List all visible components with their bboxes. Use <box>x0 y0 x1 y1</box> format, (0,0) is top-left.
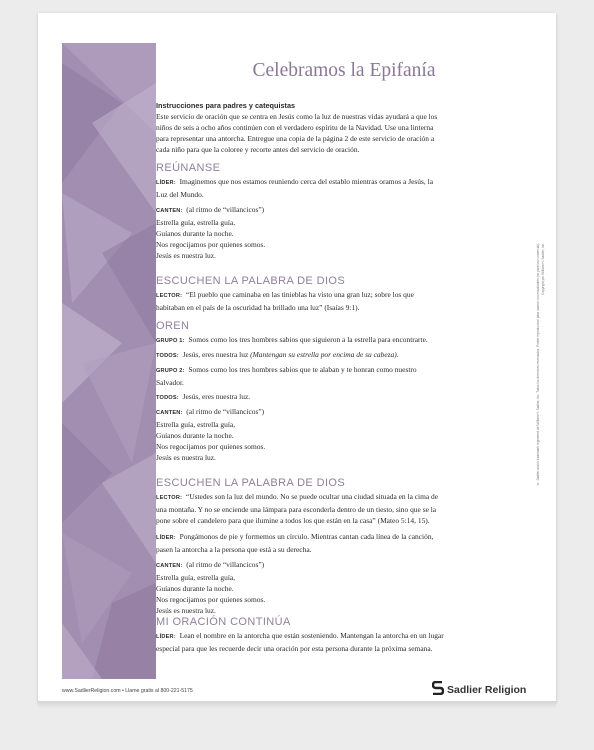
song-line: Nos regocijamos por quienes somos. <box>156 595 266 605</box>
section-heading-reunanse: REÚNANSE <box>156 162 221 174</box>
leader-text: Imaginemos que nos estamos reuniendo cerca del establo mientras oramos a Jesús, la <box>179 177 433 186</box>
sadlier-s-icon <box>432 681 444 698</box>
song-line: Estrella guía, estrella guía, <box>156 573 236 583</box>
song-line: Guíanos durante la noche. <box>156 229 234 239</box>
reader-line <box>156 491 526 526</box>
intro-heading: Instrucciones para padres y catequistas <box>156 101 296 110</box>
copyright-note: Copyright por William H. Sadlier, Inc. <box>541 243 545 295</box>
song-line: Jesús es nuestra luz. <box>156 453 216 463</box>
section-heading-escuchen: ESCUCHEN LA PALABRA DE DIOS <box>156 275 346 287</box>
leader-text: Luz del Mundo. <box>156 190 204 200</box>
leader-text: especial para que les recuerde decir una oración por esta persona durante la próxima semana. <box>156 644 433 654</box>
todos-text: Jesús, eres nuestra luz <box>182 350 249 359</box>
song-line: Jesús es nuestra luz. <box>156 251 216 261</box>
speaker-label: LÍDER: <box>156 180 176 186</box>
triangle-pattern <box>62 43 156 679</box>
intro-line: cada niño para que la coloree y recorte antes del servicio de oración. <box>156 145 360 155</box>
leader-line <box>156 531 526 555</box>
group2-line <box>156 364 526 388</box>
song-intro: (al ritmo de “villancicos”) <box>186 407 265 416</box>
section-heading-escuchen: ESCUCHEN LA PALABRA DE DIOS <box>156 477 346 489</box>
leader-line <box>156 176 526 200</box>
decorative-band <box>62 43 156 679</box>
footer-phone: Llame gratis al 800-221-5175 <box>125 688 193 694</box>
speaker-label: LÍDER: <box>156 634 176 640</box>
reader-text: habitaban en el país de la oscuridad ha brillado una luz” (Isaías 9:1). <box>156 303 360 313</box>
speaker-label: LÍDER: <box>156 535 176 541</box>
group1-line <box>156 334 526 347</box>
song-intro: (al ritmo de “villancicos”) <box>186 205 265 214</box>
leader-text: Lean el nombre en la antorcha que están sosteniendo. Mantengan la antorcha en un lugar <box>179 631 444 640</box>
speaker-label: TODOS: <box>156 395 179 401</box>
speaker-label: LECTOR: <box>156 495 183 501</box>
todos-instruction: (Mantengan su estrella por encima de su cabeza). <box>250 350 399 359</box>
trademark-note: ® Sadlier and is trademark registered de William H. Sadlier, Inc. Todos los derechos reservados. Puede reproducirse para usarse con estudiantes (no para uso comercial). <box>536 243 540 486</box>
intro-line: Este servicio de oración que se centra en Jesús como la luz de nuestras vidas ayudará a que los <box>156 112 438 121</box>
intro-line: niños de seis a ocho años continúen con el verdadero espíritu de la Navidad. Use una linterna <box>156 123 434 133</box>
group2-text: Salvador. <box>156 378 184 388</box>
page-shadow <box>38 701 556 709</box>
speaker-label: CANTEN: <box>156 208 183 214</box>
song-block <box>156 204 526 261</box>
leader-text: Pongámonos de pie y formemos un círculo. Mientras cantan cada línea de la canción, <box>179 532 434 541</box>
speaker-label: GRUPO 1: <box>156 338 185 344</box>
leader-text: pasen la antorcha a la persona que está a su derecha. <box>156 545 312 555</box>
section-heading-mi-oracion: MI ORACIÓN CONTINÚA <box>156 616 291 628</box>
reader-text: pone sobre el candelero para que ilumine a todos los que están en la casa” (Mateo 5:14, 15). <box>156 516 430 526</box>
song-line: Estrella guía, estrella guía, <box>156 420 236 430</box>
worksheet-page <box>38 13 556 703</box>
section-heading-oren: OREN <box>156 320 190 332</box>
song-line: Nos regocijamos por quienes somos. <box>156 240 266 250</box>
intro-line: para representar una antorcha. Entregue una copia de la página 2 de este servicio de oración a <box>156 134 435 144</box>
group1-text: Somos como los tres hombres sabios que siguieron a la estrella para encontrarte. <box>188 335 428 344</box>
todos-line <box>156 391 526 404</box>
speaker-label: CANTEN: <box>156 410 183 416</box>
reader-text: “El pueblo que caminaba en las tinieblas ha visto una gran luz; sobre los que <box>185 290 414 299</box>
speaker-label: CANTEN: <box>156 563 183 569</box>
brand-name: Sadlier Religion <box>447 684 527 696</box>
song-line: Nos regocijamos por quienes somos. <box>156 442 266 452</box>
group2-text: Somos como los tres hombres sabios que te alaban y te honran como nuestro <box>188 365 417 374</box>
song-line: Guíanos durante la noche. <box>156 584 234 594</box>
reader-text: una montaña. Y no se enciende una lámpara para esconderla dentro de un tiesto, sino que se la <box>156 505 437 515</box>
reader-line <box>156 289 526 313</box>
footer-bullet: • <box>121 688 124 694</box>
speaker-label: LECTOR: <box>156 293 183 299</box>
song-block <box>156 406 526 463</box>
song-line: Estrella guía, estrella guía, <box>156 218 236 228</box>
song-line: Guíanos durante la noche. <box>156 431 234 441</box>
page-title: Celebramos la Epifanía <box>252 60 436 81</box>
speaker-label: TODOS: <box>156 353 179 359</box>
brand-logo <box>432 681 526 698</box>
side-copyright <box>536 243 546 693</box>
todos-text: Jesús, eres nuestra luz. <box>182 392 251 401</box>
speaker-label: GRUPO 2: <box>156 368 185 374</box>
footer-website: www.SadlierReligion.com <box>62 688 121 694</box>
song-line: Jesús es nuestra luz. <box>156 606 216 616</box>
reader-text: “Ustedes son la luz del mundo. No se puede ocultar una ciudad situada en la cima de <box>185 492 439 501</box>
song-intro: (al ritmo de “villancicos”) <box>186 560 265 569</box>
leader-line <box>156 630 526 654</box>
intro-paragraph <box>156 111 526 155</box>
footer-contact <box>62 688 193 694</box>
todos-line <box>156 349 526 362</box>
song-block <box>156 559 526 616</box>
